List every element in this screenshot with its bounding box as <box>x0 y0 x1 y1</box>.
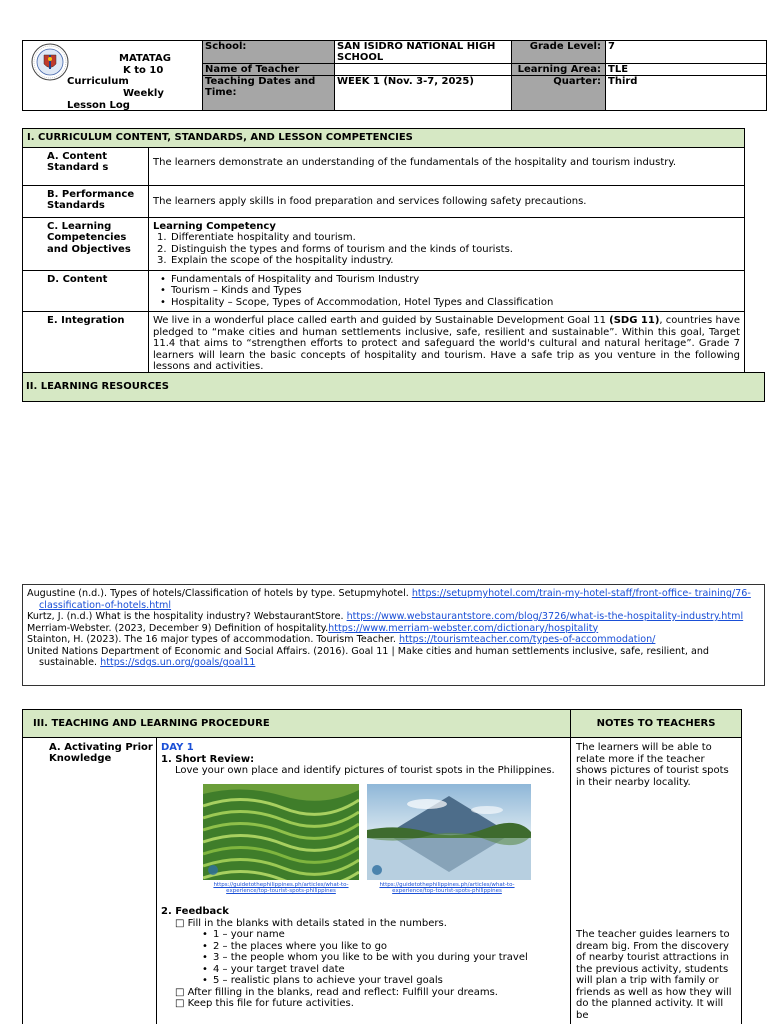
grade-label: Grade Level: <box>512 41 606 64</box>
section3-heading: III. TEACHING AND LEARNING PROCEDURE <box>33 718 270 729</box>
content-cell <box>149 270 745 312</box>
reference-link[interactable]: https://sdgs.un.org/goals/goal11 <box>100 657 256 668</box>
content-standards-text: The learners demonstrate an understanding of the fundamentals of the hospitality and tourism industry. <box>149 147 745 185</box>
short-review-title: 1. Short Review: <box>161 753 255 765</box>
teacher-note-1: The learners will be able to relate more if the teacher shows pictures of tourist spots in their nearby locality. <box>576 742 729 788</box>
reference-link[interactable]: https://setupmyhotel.com/train-my-hotel-staff/front-office- training/76-classification-of-hotels.html <box>39 588 751 611</box>
lesson-log-title: MATATAG K to 10 Curriculum Weekly Lesson Log <box>67 53 171 111</box>
feedback-block <box>161 906 566 1010</box>
competency-title: Learning Competency <box>153 220 276 232</box>
quarter-label: Quarter: <box>512 76 606 111</box>
competency-item: 1. Differentiate hospitality and tourism. <box>157 232 356 243</box>
short-review-text: Love your own place and identify pictures of tourist spots in the Philippines. <box>175 765 555 776</box>
section1-heading: I. CURRICULUM CONTENT, STANDARDS, AND LESSON COMPETENCIES <box>23 129 745 148</box>
section3-table <box>22 709 742 1024</box>
feedback-item: • 1 – your name <box>199 929 566 941</box>
competencies-cell <box>149 217 745 270</box>
content-standards-label: A. Content Standard s <box>23 147 149 185</box>
area-value: TLE <box>606 64 767 76</box>
mountain-lake-caption[interactable]: https://guidetothephilippines.ph/articles/what-to-experience/top-tourist-spots-philippines <box>379 882 515 894</box>
feedback-item: • 4 – your target travel date <box>199 964 566 976</box>
header-info-table <box>202 40 767 111</box>
checkbox-icon: □ <box>175 986 185 998</box>
reference-entry: Merriam-Webster. (2023, December 9) Definition of hospitality.https://www.merriam-webster.com/dictionary/hospitality <box>27 622 599 634</box>
feedback-list <box>161 929 566 987</box>
reference-entry: Kurtz, J. (n.d.) What is the hospitality industry? WebstaurantStore. https://www.webstaurantstore.com/blog/3726/what-is-the-hospitality-industry.html <box>27 611 744 622</box>
integration-label: E. Integration <box>23 312 149 377</box>
content-item: • Hospitality – Scope, Types of Accommodation, Hotel Types and Classification <box>157 297 740 309</box>
reference-link[interactable]: https://www.merriam-webster.com/dictionary/hospitality <box>328 622 599 634</box>
feedback-after: After filling in the blanks, read and reflect: Fulfill your dreams. <box>187 986 498 998</box>
notes-heading: NOTES TO TEACHERS <box>596 718 716 729</box>
competencies-label: C. Learning Competencies and Objectives <box>23 217 149 270</box>
teacher-label: Name of Teacher <box>203 64 335 76</box>
competency-item: 2. Distinguish the types and forms of tourism and the kinds of tourists. <box>157 243 513 255</box>
teacher-note-2: The teacher guides learners to dream big. From the discovery of nearby tourist attractions in the previous activity, students will plan a trip with family or friends as well as how they will do the planned activity. It will be <box>576 929 732 1021</box>
section1-table <box>22 128 745 377</box>
rice-terraces-image <box>203 784 359 880</box>
activity-cell <box>161 742 566 777</box>
competency-list <box>153 232 740 267</box>
performance-standards-label: B. Performance Standards <box>23 185 149 217</box>
feedback-intro: Fill in the blanks with details stated in the numbers. <box>187 917 447 929</box>
integration-text: We live in a wonderful place called earth and guided by Sustainable Development Goal 11 (SDG 11), countries have pledged to “make cities and human settlements inclusive, safe, resilient and sustainable”. Within this goal, Target 11.4 that aims to “strengthen efforts to protect and safeguard the world's cultural and natural heritage”. Grade 7 learners will learn the basic concepts of hospitality and tourism. Have a safe trip as you venture in the following lessons and activities. <box>149 312 745 377</box>
dates-value: WEEK 1 (Nov. 3-7, 2025) <box>335 76 512 111</box>
quarter-value: Third <box>606 76 767 111</box>
section2-heading: II. LEARNING RESOURCES <box>22 372 765 402</box>
mountain-lake-image <box>367 784 531 880</box>
school-value: SAN ISIDRO NATIONAL HIGH SCHOOL <box>335 41 512 64</box>
reference-link[interactable]: https://www.webstaurantstore.com/blog/3726/what-is-the-hospitality-industry.html <box>346 611 744 622</box>
day-label: DAY 1 <box>161 742 194 753</box>
content-item: • Tourism – Kinds and Types <box>157 285 740 297</box>
rice-terraces-caption[interactable]: https://guidetothephilippines.ph/articles/what-to-experience/top-tourist-spots-philippines <box>213 882 349 894</box>
content-list <box>153 274 740 309</box>
feedback-item: • 3 – the people whom you like to be with you during your travel <box>199 952 566 964</box>
feedback-item: • 5 – realistic plans to achieve your travel goals <box>199 975 566 987</box>
area-label: Learning Area: <box>512 64 606 76</box>
reference-entry: Stainton, H. (2023). The 16 major types of accommodation. Tourism Teacher. https://tourismteacher.com/types-of-accommodation/ <box>27 634 656 645</box>
performance-standards-text: The learners apply skills in food preparation and services following safety precautions. <box>149 185 745 217</box>
feedback-keep: Keep this file for future activities. <box>187 998 354 1009</box>
teacher-value <box>335 64 512 76</box>
feedback-title: 2. Feedback <box>161 906 229 917</box>
reference-entry: Augustine (n.d.). Types of hotels/Classification of hotels by type. Setupmyhotel. https://setupmyhotel.com/train-my-hotel-staff/front-office- training/76-classification-of-hotels.html <box>27 588 751 611</box>
feedback-item: • 2 – the places where you like to go <box>199 941 566 953</box>
dates-label: Teaching Dates and Time: <box>203 76 335 111</box>
reference-entry: United Nations Department of Economic and Social Affairs. (2016). Goal 11 | Make cities and human settlements inclusive, safe, resilient, and sustainable. https://sdgs.un.org/goals/goal11 <box>27 645 710 668</box>
content-item: • Fundamentals of Hospitality and Tourism Industry <box>157 274 740 286</box>
school-label: School: <box>203 41 335 64</box>
checkbox-icon: □ <box>175 998 185 1009</box>
grade-value: 7 <box>606 41 767 64</box>
checkbox-icon: □ <box>175 917 185 929</box>
activating-knowledge-label: A. Activating Prior Knowledge <box>49 742 153 764</box>
reference-link[interactable]: https://tourismteacher.com/types-of-accommodation/ <box>399 634 656 645</box>
competency-item: 3. Explain the scope of the hospitality industry. <box>157 255 394 266</box>
references-box <box>22 584 765 686</box>
content-label: D. Content <box>23 270 149 312</box>
